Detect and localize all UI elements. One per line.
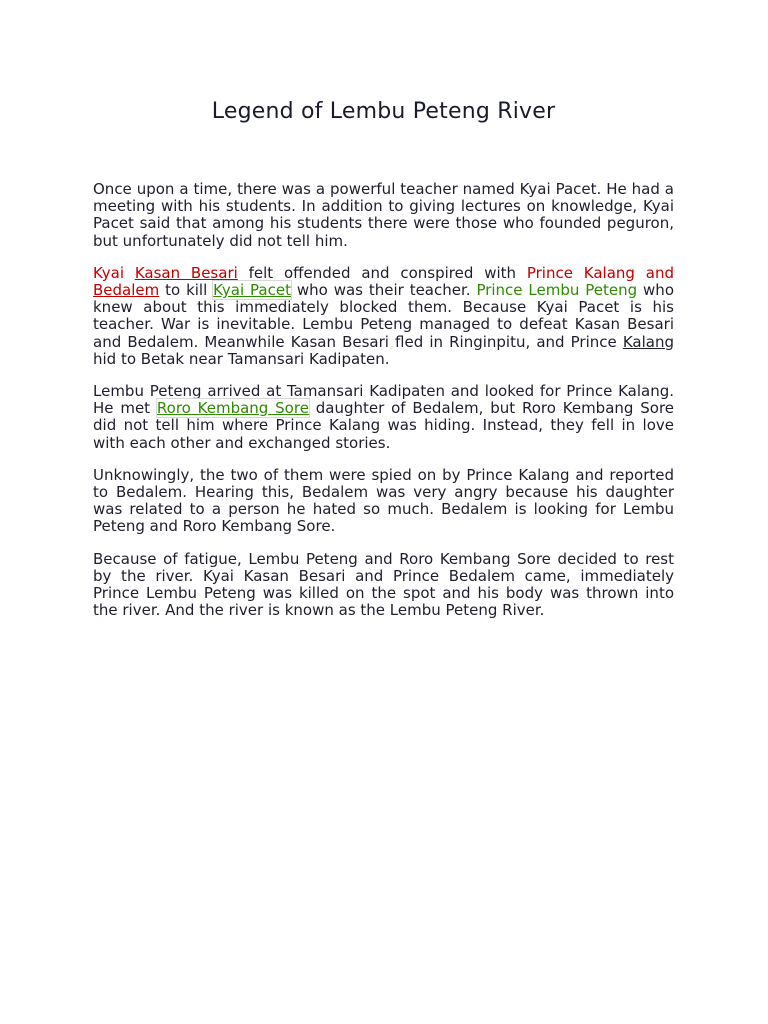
text-segment: to kill <box>159 281 214 300</box>
text-segment: who was their teacher. <box>290 281 477 300</box>
paragraph-5: Because of fatigue, Lembu Peteng and Roro Kembang Sore decided to rest by the river. Kyai Kasan Besari and Prince Bedalem came, immediately Prince Lembu Peteng was killed on the spot and his body was thrown into the river. And the river is known as the Lembu Peteng River. <box>93 549 674 620</box>
text-segment: who knew about this immediately blocked them. Because Kyai Pacet is his teacher. War is inevitable. Lembu Peteng managed to defeat Kasan Besari and Bedalem. Meanwhile Kasan Besari fled in Ringinpitu, and Prince <box>93 281 674 351</box>
paragraph-1: Once upon a time, there was a powerful teacher named Kyai Pacet. He had a meeting with his students. In addition to giving lectures on knowledge, Kyai Pacet said that among his students there were those who founded peguron, but unfortunately did not tell him. <box>93 180 674 250</box>
link-kalang[interactable]: Kalang <box>622 332 674 351</box>
text-segment: felt offended and conspired with <box>237 263 527 282</box>
link-kasan-besari[interactable]: Kasan Besari <box>134 263 238 282</box>
link-bedalem[interactable]: Bedalem <box>93 281 160 300</box>
text-segment: hid to Betak near Tamansari Kadipaten. <box>93 349 390 368</box>
highlight-kyai: Kyai <box>93 263 124 282</box>
link-kyai-pacet[interactable]: Kyai Pacet <box>213 281 291 300</box>
highlight-prince-kalang: Prince Kalang and <box>526 263 674 282</box>
paragraph-2 <box>93 265 674 368</box>
document-title: Legend of Lembu Peteng River <box>211 99 556 124</box>
highlight-prince-lembu-peteng: Prince Lembu Peteng <box>476 281 638 300</box>
text-segment: daughter of Bedalem, but Roro Kembang Sore did not tell him where Prince Kalang was hiding. Instead, they fell in love with each other and exchanged stories. <box>93 399 675 452</box>
paragraph-4: Unknowingly, the two of them were spied on by Prince Kalang and reported to Bedalem. Hearing this, Bedalem was very angry because his daughter was related to a person he hated so much. Bedalem is looking for Lembu Peteng and Roro Kembang Sore. <box>93 465 674 536</box>
document-body <box>93 181 674 634</box>
paragraph-3 <box>93 383 674 452</box>
link-roro-kembang-sore[interactable]: Roro Kembang Sore <box>156 399 309 418</box>
text-segment: Lembu Peteng arrived at Tamansari Kadipaten and looked for Prince Kalang. He met <box>93 382 674 418</box>
